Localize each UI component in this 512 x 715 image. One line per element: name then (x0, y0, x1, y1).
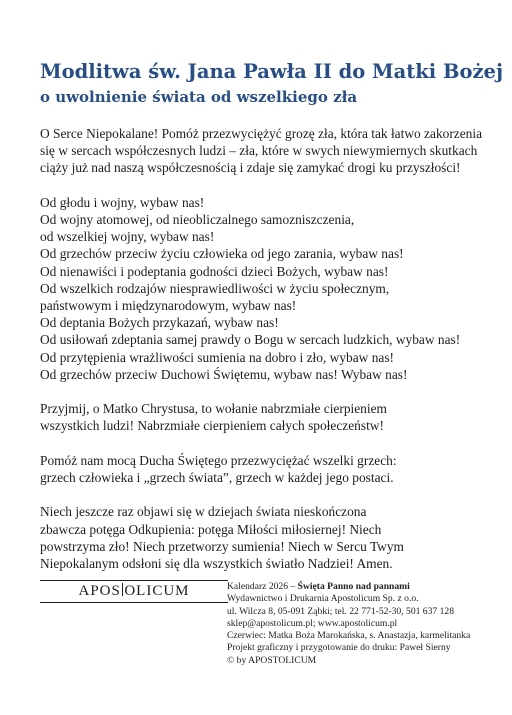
text-line: grzech człowieka i „grzech świata”, grzech w każdej jego postaci. (40, 470, 394, 486)
text-line: Niech jeszcze raz objawi się w dziejach świata nieskończona (40, 504, 367, 520)
text-line: Od wojny atomowej, od nieobliczalnego samozniszczenia, (40, 212, 355, 227)
text-line: wszystkich ludzi! Nabrzmiałe cierpieniem całych społeczeństw! (40, 418, 384, 434)
colophon-line: sklep@apostolicum.pl; www.apostolicum.pl (227, 617, 398, 629)
text-line: od wszelkiej wojny, wybaw nas! (40, 229, 215, 245)
text-line: Pomóż nam mocą Ducha Świętego przezwyciężać wszelki grzech: (40, 452, 397, 468)
colophon (227, 581, 507, 667)
text-line: Od usiłowań zdeptania samej prawdy o Bogu w sercach ludzkich, wybaw nas! (40, 332, 461, 348)
text-line: się w sercach współczesnych ludzi – zła, które w swych niewymiernych skutkach (40, 143, 478, 159)
text-line: Od wszelkich rodzajów niesprawiedliwości w życiu społecznym, (40, 280, 390, 296)
text-line: Przyjmij, o Matko Chrystusa, to wołanie nabrzmiałe cierpieniem (40, 401, 387, 417)
text-line: Od głodu i wojny, wybaw nas! (40, 194, 205, 210)
prayer-body (40, 125, 483, 589)
paragraph-help (40, 452, 480, 486)
calendar-title: Święta Panno nad pannami (297, 581, 410, 592)
text-line: zbawcza potęga Odkupienia: potęga Miłości miłosiernej! Niech (40, 521, 382, 537)
calendar-prefix: Kalendarz 2026 – (227, 581, 298, 592)
text-line: powstrzyma zło! Niech przetworzy sumienia! Niech w Sercu Twym (40, 538, 404, 554)
colophon-line: ul. Wilcza 8, 05-091 Ząbki; tel. 22 771-52-30, 501 637 128 (227, 605, 454, 617)
paragraph-plea (40, 400, 480, 434)
paragraph-intro (40, 125, 483, 177)
colophon-line: Czerwiec: Matka Boża Marokańska, s. Anastazja, karmelitanka (227, 630, 471, 642)
colophon-calendar-line (227, 581, 507, 593)
text-line: O Serce Niepokalane! Pomóż przezwyciężyć grozę zła, która tak łatwo zakorzenia (40, 126, 483, 141)
text-line: Od przytępienia wrażliwości sumienia na dobro i zło, wybaw nas! (40, 349, 395, 365)
paragraph-closing (40, 503, 480, 572)
logo-text-left: APOS (78, 583, 121, 599)
text-line: Od nienawiści i podeptania godności dzieci Bożych, wybaw nas! (40, 263, 389, 279)
text-line: Od deptania Bożych przykazań, wybaw nas! (40, 315, 279, 331)
prayer-subtitle: o uwolnienie świata od wszelkiego zła (40, 88, 358, 106)
text-line: Niepokalanym odsłoni się dla wszystkich światło Nadziei! Amen. (40, 556, 393, 572)
text-line: Od grzechów przeciw Duchowi Świętemu, wybaw nas! Wybaw nas! (40, 366, 408, 382)
paragraph-litany (40, 194, 480, 383)
prayer-title: Modlitwa św. Jana Pawła II do Matki Bożej (40, 60, 504, 83)
text-line: ciąży już nad naszą współczesnością i zdaje się zamykać drogi ku przyszłości! (40, 160, 461, 176)
logo-text-right: OLICUM (124, 583, 190, 599)
apostolicum-logo (40, 580, 228, 603)
colophon-line: Projekt graficzny i przygotowanie do druku: Paweł Sierny (227, 642, 451, 654)
colophon-line: © by APOSTOLICUM (227, 654, 317, 666)
colophon-line: Wydawnictwo i Drukarnia Apostolicum Sp. z o.o. (227, 593, 419, 605)
text-line: państwowym i międzynarodowym, wybaw nas! (40, 298, 297, 314)
text-line: Od grzechów przeciw życiu człowieka od jego zarania, wybaw nas! (40, 246, 404, 262)
